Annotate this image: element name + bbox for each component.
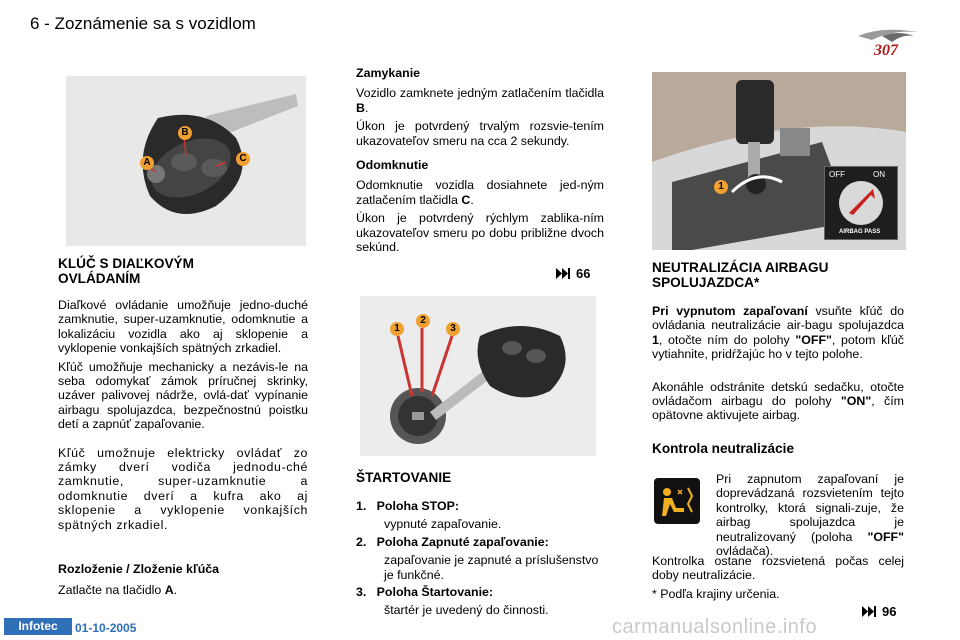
ignition-label-3: 3	[446, 322, 460, 336]
airbag-warning-icon	[654, 478, 700, 524]
airbag-inset	[824, 166, 898, 240]
page-ref-number: 96	[882, 604, 897, 619]
lock-heading: Zamykanie	[356, 66, 421, 80]
key-label-b: B	[178, 126, 192, 140]
brand-logo	[852, 22, 924, 62]
start-heading: ŠTARTOVANIE	[356, 470, 452, 485]
remote-key-para-3: Kľúč umožnuje elektricky ovládať zo zámky dverí vodiča jednodu-ché zamknutie, super-uzamknutie a odomknutie dverí a kufra ako aj sklopenie a vyklopenie vonkajších spätných zrkadiel.	[58, 445, 308, 532]
start-positions-list	[356, 499, 604, 618]
key-photo	[66, 76, 306, 246]
unlock-para-2: Úkon je potvrdený rýchlym zablika-ním ukazovateľov smeru po dobu približne dvoch sekúnd.	[356, 211, 604, 255]
fold-key-text: Zatlačte na tlačidlo A.	[58, 582, 178, 597]
control-para-2: Kontrolka ostane rozsvietená počas celej doby neutralizácie.	[652, 554, 904, 583]
middle-column	[356, 66, 604, 258]
ignition-label-1: 1	[390, 322, 404, 336]
airbag-para-1: Pri vypnutom zapaľovaní vsuňte kľúč do ovládania neutralizácie air-bagu spolujazdca 1, otočte ním do polohy "OFF", potom kľúč vytiahnite, pridŕžajúc ho v tejto polohe.	[652, 304, 905, 362]
footer-date: 01-10-2005	[75, 621, 137, 635]
logo-text: 307	[874, 42, 898, 59]
left-column	[58, 256, 308, 601]
list-item: 3. Poloha Štartovanie: štartér je uvedený do činnosti.	[356, 585, 549, 618]
double-arrow-icon	[556, 268, 570, 279]
ignition-photo	[360, 296, 596, 456]
remote-key-para-2: Kľúč umožňuje mechanicky a nezávis-le na seba odomykať zámok príručnej skrinky, uzáver palivovej nádrže, ovlá-dať vypínanie airbagu spolujazdca, bezpečnostnú poistku detí a zapnúť zapaľovanie.	[58, 359, 308, 432]
infotec-logo: Infotec	[4, 618, 72, 635]
key-label-a: A	[140, 156, 154, 170]
double-arrow-icon	[862, 606, 876, 617]
list-item: 1. Poloha STOP: vypnuté zapaľovanie.	[356, 499, 502, 532]
right-column	[652, 260, 904, 466]
lock-para-2: Úkon je potvrdený trvalým rozsvie-tením ukazovateľov smeru na cca 2 sekundy.	[356, 119, 604, 148]
inset-knob	[839, 181, 883, 225]
page-ref-96[interactable]	[862, 604, 896, 619]
airbag-label-1: 1	[714, 180, 728, 194]
ignition-label-2: 2	[416, 314, 430, 328]
unlock-heading: Odomknutie	[356, 158, 429, 173]
key-label-c: C	[236, 152, 250, 166]
inset-bottom-label: AIRBAG PASS	[839, 229, 881, 235]
control-section	[716, 472, 904, 562]
inset-on-label: ON	[873, 170, 885, 179]
remote-key-heading: KLÚČ S DIAĽKOVÝM OVLÁDANÍM	[58, 256, 194, 286]
lock-para-1: Vozidlo zamknete jedným zatlačením tlačidla B.	[356, 86, 604, 115]
list-item: 2. Poloha Zapnuté zapaľovanie: zapaľovanie je zapnuté a príslušenstvo je funkčné.	[356, 534, 599, 582]
airbag-para-2: Akonáhle odstránite detskú sedačku, otočte ovládačom airbagu do polohy "ON", čím opätovne aktivujete airbag.	[652, 379, 904, 423]
start-section	[356, 470, 604, 621]
fold-key-heading: Rozloženie / Zloženie kľúča	[58, 562, 220, 577]
page-ref-66[interactable]	[556, 266, 590, 281]
airbag-heading: NEUTRALIZÁCIA AIRBAGU SPOLUJAZDCA*	[652, 260, 829, 290]
unlock-para-1: Odomknutie vozidla dosiahnete jed-ným zatlačením tlačidla C.	[356, 178, 604, 207]
page-title: 6 - Zoznámenie sa s vozidlom	[30, 14, 256, 33]
remote-key-para-1: Diaľkové ovládanie umožňuje jedno-duché zamknutie, super-uzamknutie, odomknutie a lokalizáciu vozidla ako aj sklopenie a vyklopenie vonkajších spätných zrkadiel.	[58, 298, 308, 356]
watermark: carmanualsonline.info	[612, 616, 818, 638]
control-para-1: Pri zapnutom zapaľovaní je doprevádzaná rozsvietením tejto kontrolky, ktorá signali-zuje, že airbag spolujazdca je neutralizovaný (poloha "OFF" ovládača).	[716, 472, 904, 559]
footnote: * Podľa krajiny určenia.	[652, 586, 780, 601]
control-heading: Kontrola neutralizácie	[652, 440, 795, 456]
page-ref-number: 66	[576, 266, 591, 281]
airbag-switch-photo	[652, 72, 906, 250]
control-extra	[652, 554, 904, 605]
inset-off-label: OFF	[829, 170, 845, 179]
